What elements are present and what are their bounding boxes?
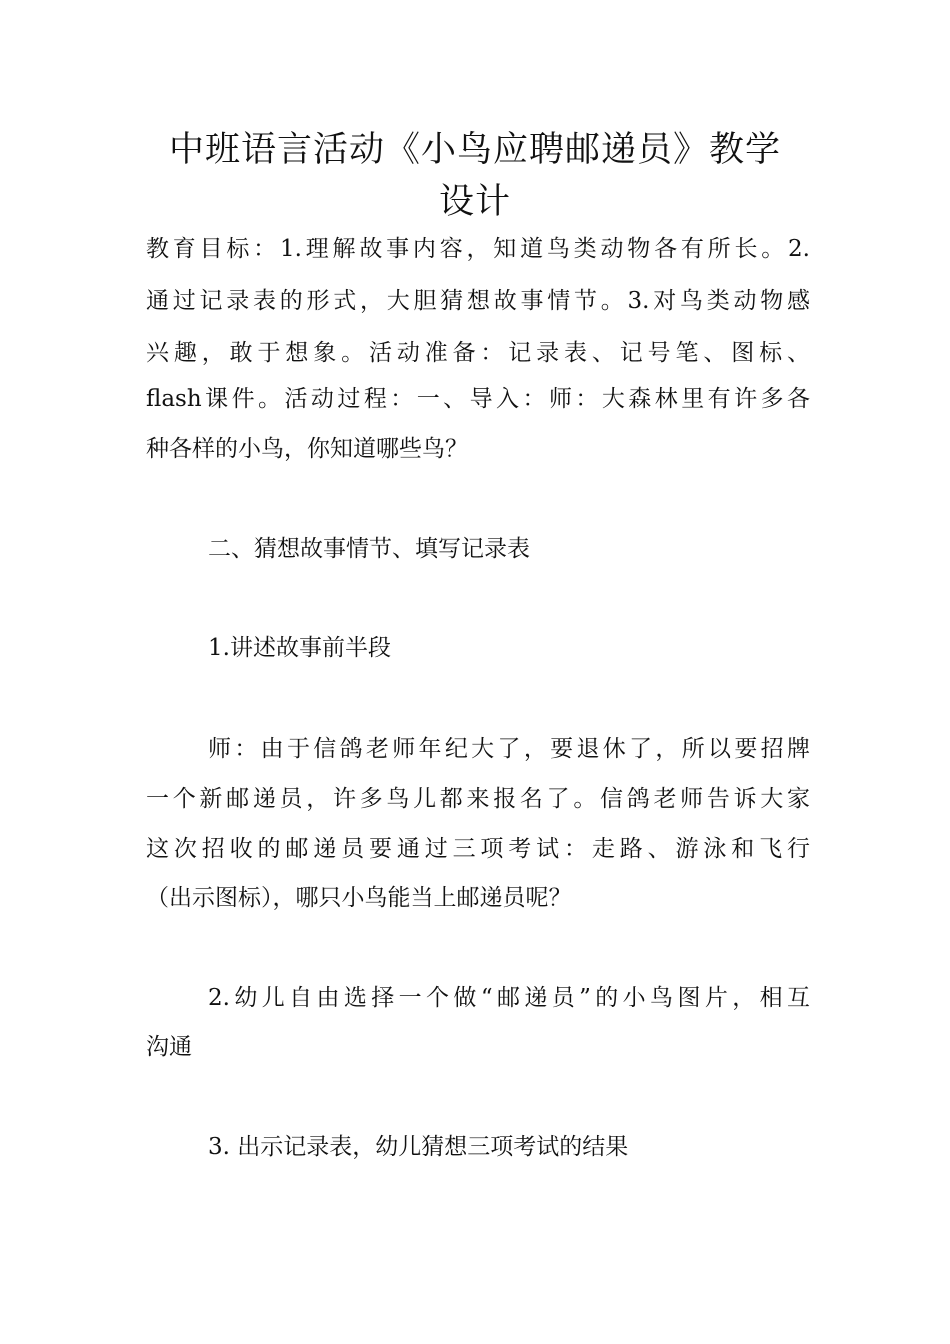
teacher-line: 一个新邮递员，许多鸟儿都来报名了。信鸽老师告诉大家 bbox=[146, 786, 810, 812]
intro-line: 教育目标：1.理解故事内容，知道鸟类动物各有所长。2. bbox=[146, 236, 810, 262]
step-line: 沟通 bbox=[146, 1034, 192, 1060]
intro-line: 兴趣，敢于想象。活动准备：记录表、记号笔、图标、 bbox=[146, 340, 810, 366]
teacher-line: （出示图标），哪只小鸟能当上邮递员呢？ bbox=[146, 885, 572, 911]
step-line: 2.幼儿自由选择一个做“邮递员”的小鸟图片，相互 bbox=[208, 985, 810, 1011]
section-heading: 二、猜想故事情节、填写记录表 bbox=[208, 536, 530, 562]
intro-line: 通过记录表的形式，大胆猜想故事情节。3.对鸟类动物感 bbox=[146, 288, 810, 314]
step-heading: 1.讲述故事前半段 bbox=[208, 635, 391, 661]
intro-line: 种各样的小鸟，你知道哪些鸟？ bbox=[146, 436, 468, 462]
document-title bbox=[120, 124, 830, 228]
title-line: 设计 bbox=[438, 182, 511, 222]
title-line: 中班语言活动《小鸟应聘邮递员》教学 bbox=[168, 130, 781, 170]
teacher-line: 这次招收的邮递员要通过三项考试：走路、游泳和飞行 bbox=[146, 836, 810, 862]
intro-line: flash课件。活动过程：一、导入：师：大森林里有许多各 bbox=[146, 386, 810, 412]
step-heading: 3. 出示记录表，幼儿猜想三项考试的结果 bbox=[208, 1134, 629, 1160]
teacher-line: 师：由于信鸽老师年纪大了，要退休了，所以要招牌 bbox=[208, 736, 810, 762]
